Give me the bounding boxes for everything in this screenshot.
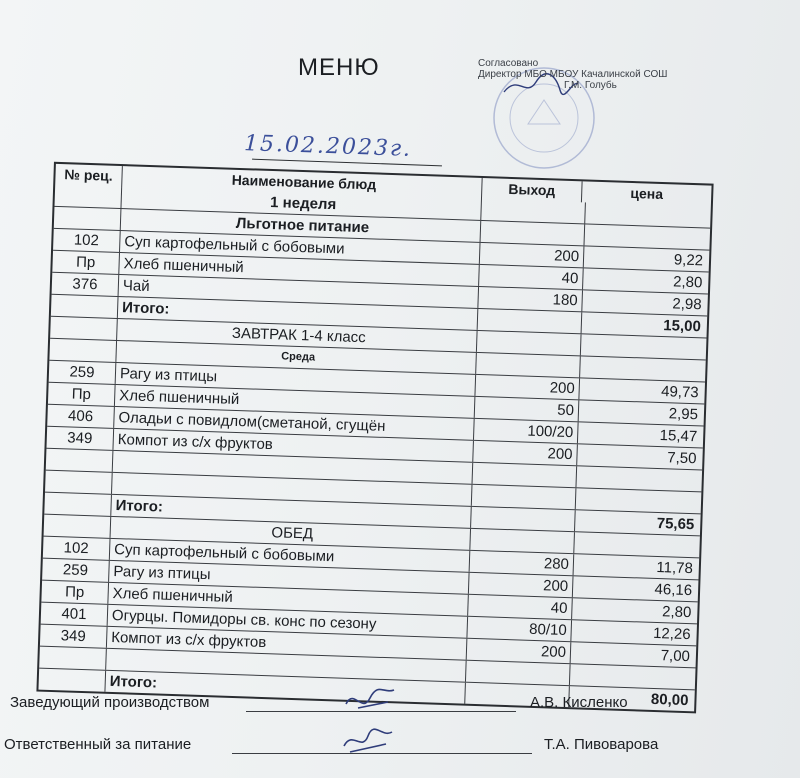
price-cell: 7,50 (667, 449, 697, 468)
recipe-code-cell (39, 647, 107, 670)
recipe-code-cell (45, 471, 113, 494)
meal-section-title: ЗАВТРАК 1-4 класс (117, 319, 477, 352)
output-cell: 100/20 (474, 419, 579, 443)
total-price-cell: 80,00 (650, 690, 689, 710)
price-cell: 7,00 (660, 647, 691, 666)
approval-line: Согласовано (478, 58, 539, 69)
menu-table (36, 162, 713, 714)
recipe-code-cell: 259 (42, 559, 110, 582)
recipe-code-cell (50, 317, 118, 340)
price-cell: 11,78 (656, 558, 694, 578)
price-cell: 2,80 (672, 273, 703, 292)
recipe-code-cell (44, 493, 112, 516)
price-cell: 2,98 (672, 295, 702, 314)
nutrition-responsible-signature (336, 724, 396, 760)
approval-line: Г.М. Голубь (564, 80, 617, 91)
approval-block (478, 58, 738, 91)
approval-line: Директор МБО МБОУ Качалинской СОШ (478, 69, 668, 80)
dish-name-cell: Рагу из птицы (109, 561, 469, 594)
section-label: Среда (116, 341, 476, 374)
meal-section-title: ОБЕД (111, 517, 471, 550)
signatures-footer (0, 688, 800, 778)
dish-name-cell: Хлеб пшеничный (115, 385, 475, 418)
price-cell: 2,80 (661, 603, 692, 622)
section-label: Льготное питание (121, 209, 481, 242)
output-cell: 80/10 (467, 617, 572, 641)
menu-table-wrapper (0, 160, 800, 726)
recipe-code-cell: Пр (52, 251, 120, 274)
output-cell: 280 (470, 551, 575, 575)
output-cell: 200 (469, 573, 574, 597)
recipe-code-cell: 349 (46, 427, 114, 450)
dish-name-cell: Суп картофельный с бобовыми (110, 539, 470, 572)
total-label-cell: Итого: (111, 495, 471, 528)
date-underline (252, 159, 442, 167)
total-price-cell: 15,00 (663, 317, 702, 336)
recipe-code-cell: 406 (47, 405, 115, 428)
total-price-cell: 75,65 (656, 514, 695, 534)
section-label: 1 неделя (121, 187, 481, 220)
output-cell: 50 (475, 397, 580, 421)
recipe-code-cell: 401 (41, 603, 109, 626)
price-cell: 49,73 (660, 383, 699, 402)
dish-name-cell: Чай (119, 275, 479, 308)
menu-date: 15.02.2023г. (243, 131, 413, 162)
output-cell: 40 (468, 595, 573, 619)
output-cell: 40 (479, 265, 584, 289)
dish-name-cell: Суп картофельный с бобовыми (120, 231, 480, 264)
production-manager-label: Заведующий производством (10, 694, 210, 711)
recipe-code-cell: 102 (53, 229, 121, 252)
output-cell: 200 (467, 639, 572, 663)
recipe-code-cell (49, 339, 117, 362)
recipe-code-cell: 349 (40, 625, 108, 648)
price-cell: 2,95 (668, 405, 699, 424)
output-cell: 180 (478, 287, 583, 311)
recipe-code-cell: 259 (49, 361, 117, 384)
production-manager-signature (340, 684, 400, 720)
dish-name-cell: Компот из с/х фруктов (113, 429, 473, 462)
nutrition-responsible-name: Т.А. Пивоварова (544, 736, 659, 753)
column-header-code: № рец. (55, 164, 123, 187)
price-cell: 46,16 (654, 580, 693, 600)
dish-name-cell: Огурцы. Помидоры св. конс по сезону (108, 605, 468, 638)
output-cell: 200 (473, 441, 578, 465)
dish-name-cell: Компот из с/х фруктов (107, 627, 467, 660)
recipe-code-cell: Пр (48, 383, 116, 406)
price-cell: 15,47 (659, 427, 698, 446)
output-cell: 200 (480, 243, 585, 267)
nutrition-responsible-label: Ответственный за питание (4, 736, 192, 753)
recipe-code-cell (55, 185, 123, 208)
dish-name-cell: Хлеб пшеничный (108, 583, 468, 616)
dish-name-cell: Хлеб пшеничный (119, 253, 479, 286)
column-header-output: Выход (482, 178, 583, 202)
recipe-code-cell: 102 (43, 537, 111, 560)
price-cell: 9,22 (673, 251, 704, 270)
dish-name-cell: Рагу из птицы (116, 363, 476, 396)
output-cell: 200 (475, 375, 580, 399)
recipe-code-cell: 376 (52, 273, 120, 296)
production-manager-name: А.В. Кисленко (530, 694, 628, 711)
total-label-cell: Итого: (118, 297, 478, 330)
recipe-code-cell (51, 295, 119, 318)
recipe-code-cell (54, 207, 122, 230)
page-title: МЕНЮ (298, 54, 380, 81)
dish-name-cell: Оладьи с повидлом(сметаной, сгущён (114, 407, 474, 440)
recipe-code-cell (46, 449, 114, 472)
price-cell: 12,26 (652, 624, 691, 644)
recipe-code-cell: Пр (41, 581, 109, 604)
column-header-name: Наименование блюд (122, 166, 482, 199)
column-header-price: цена (630, 184, 664, 202)
total-label-cell: Итого: (105, 671, 465, 704)
recipe-code-cell (44, 515, 112, 538)
